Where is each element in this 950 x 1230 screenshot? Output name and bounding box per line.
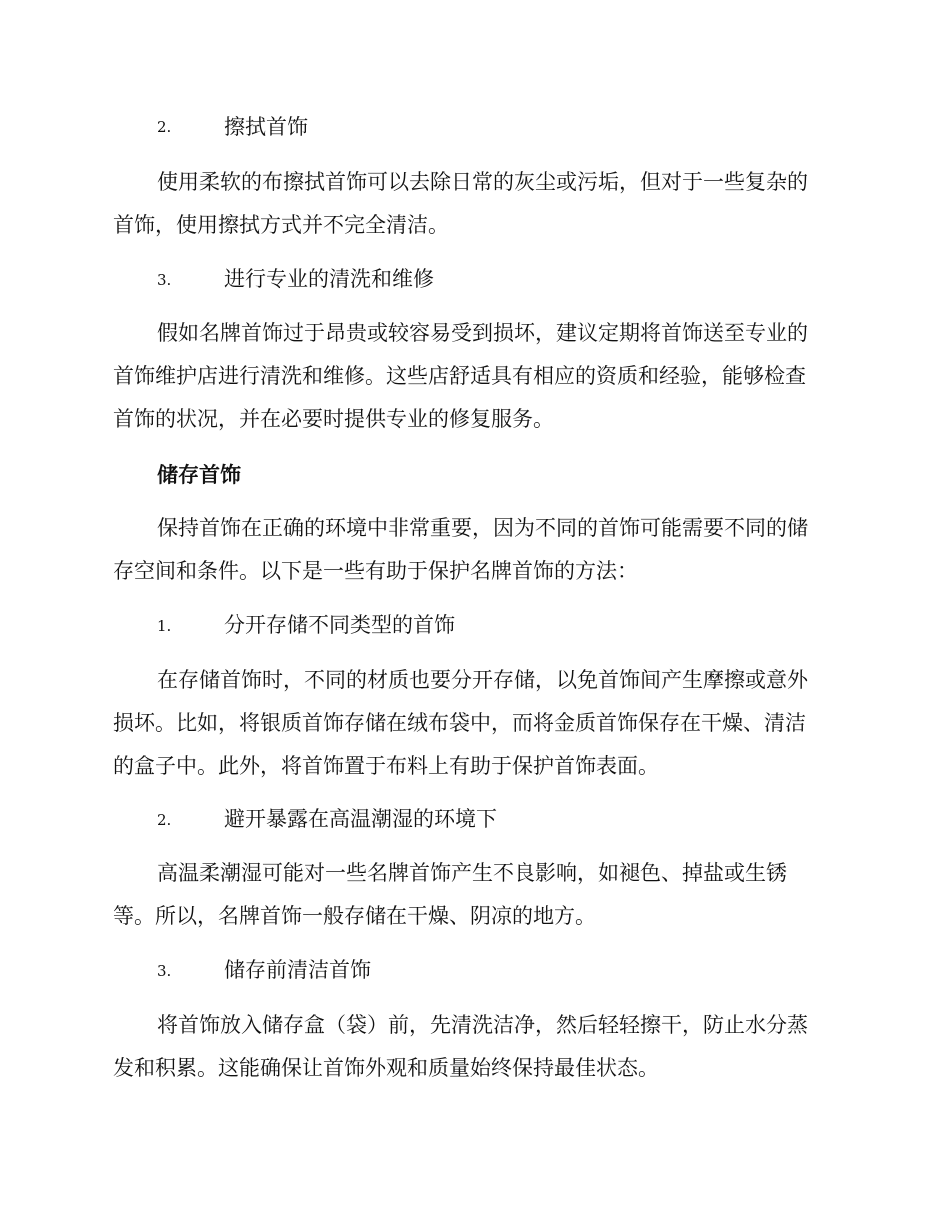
list-item-title: 避开暴露在高温潮湿的环境下: [224, 807, 497, 831]
section-heading: 储存首饰: [157, 462, 241, 487]
paragraph-line: 损坏。比如，将银质首饰存储在绒布袋中，而将金质首饰保存在干燥、清洁: [113, 711, 806, 735]
list-item-title: 进行专业的清洗和维修: [224, 267, 434, 291]
paragraph-line: 发和积累。这能确保让首饰外观和质量始终保持最佳状态。: [113, 1056, 659, 1080]
paragraph-line: 的盒子中。此外，将首饰置于布料上有助于保护首饰表面。: [113, 754, 659, 778]
paragraph-line: 首饰的状况，并在必要时提供专业的修复服务。: [113, 407, 554, 431]
list-number: 2.: [157, 811, 172, 829]
list-number: 3.: [157, 271, 172, 289]
paragraph-line: 首饰，使用擦拭方式并不完全清洁。: [113, 213, 449, 237]
paragraph-line: 假如名牌首饰过于昂贵或较容易受到损坏，建议定期将首饰送至专业的: [157, 321, 808, 345]
paragraph-line: 保持首饰在正确的环境中非常重要，因为不同的首饰可能需要不同的储: [157, 516, 808, 540]
paragraph-line: 存空间和条件。以下是一些有助于保护名牌首饰的方法：: [113, 559, 638, 583]
paragraph-line: 等。所以，名牌首饰一般存储在干燥、阴凉的地方。: [113, 904, 596, 928]
paragraph-line: 在存储首饰时，不同的材质也要分开存储，以免首饰间产生摩擦或意外: [157, 668, 808, 692]
list-number: 2.: [157, 118, 172, 136]
list-item-title: 擦拭首饰: [224, 115, 308, 139]
list-item-title: 储存前清洁首饰: [224, 958, 371, 982]
list-number: 1.: [157, 617, 172, 635]
list-number: 3.: [157, 962, 172, 980]
paragraph-line: 使用柔软的布擦拭首饰可以去除日常的灰尘或污垢，但对于一些复杂的: [157, 170, 808, 194]
list-item-title: 分开存储不同类型的首饰: [224, 613, 455, 637]
paragraph-line: 高温柔潮湿可能对一些名牌首饰产生不良影响，如褪色、掉盐或生锈: [157, 861, 787, 885]
paragraph-line: 首饰维护店进行清洗和维修。这些店舒适具有相应的资质和经验，能够检查: [113, 364, 806, 388]
paragraph-line: 将首饰放入储存盒（袋）前，先清洗洁净，然后轻轻擦干，防止水分蒸: [157, 1013, 808, 1037]
